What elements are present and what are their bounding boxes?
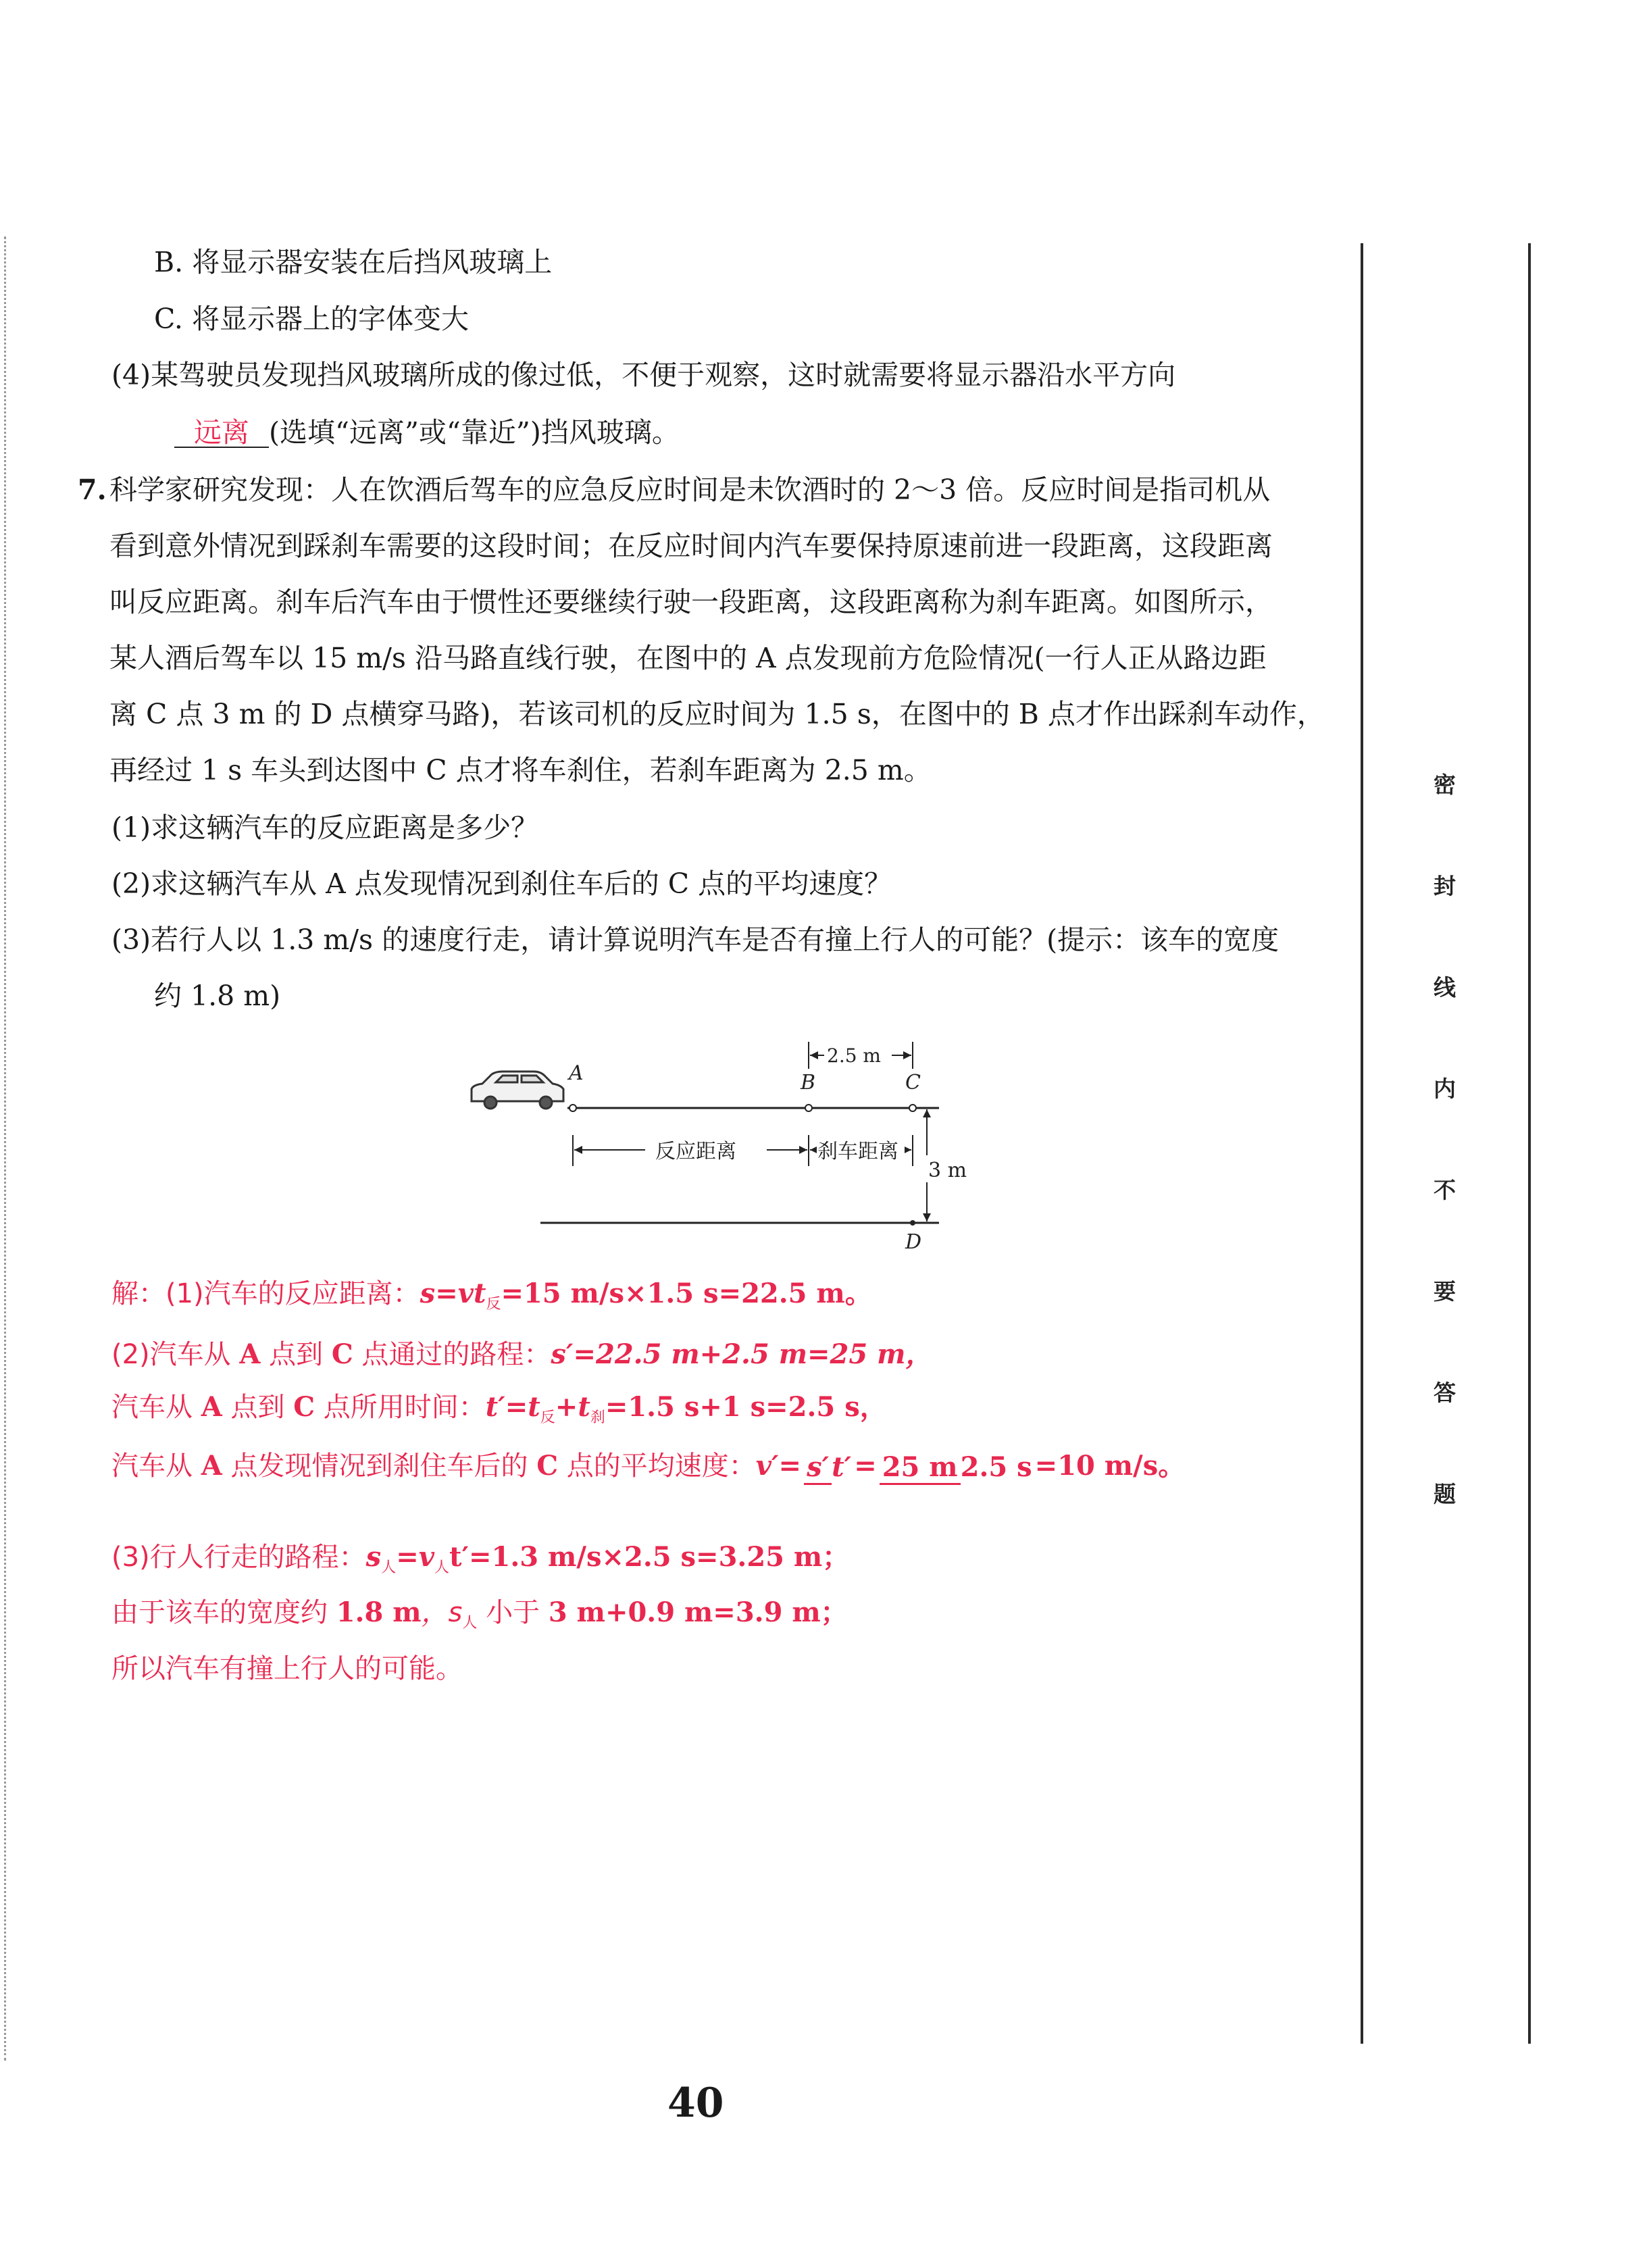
point-a (569, 1105, 576, 1111)
point-c (909, 1105, 916, 1111)
solution-5-prefix: (3)行人行走的路程： (111, 1542, 366, 1573)
solution-5-s: s (365, 1541, 382, 1573)
solution-line-1 (111, 1280, 872, 1318)
fraction-1-numerator: s′ (804, 1451, 832, 1485)
solution-line-6 (111, 1596, 848, 1637)
solution-3-c: C (293, 1391, 315, 1423)
solution-1-sub: 反 (486, 1296, 501, 1313)
question-7-line-5: 离 C 点 3 m 的 D 点横穿马路)，若该司机的反应时间为 1.5 s，在图中的 B 点才作出踩刹车动作， (109, 698, 1325, 730)
solution-3-sub1: 反 (540, 1409, 555, 1426)
fraction-2-numerator: 25 m (880, 1451, 961, 1485)
solution-1-result: =15 m/s×1.5 s=22.5 m。 (501, 1278, 872, 1309)
question-7-line-1: 科学家研究发现：人在饮酒后驾车的应急反应时间是未饮酒时的 2～3 倍。反应时间是指司机从 (109, 474, 1271, 506)
solution-3-prefix: 汽车从 (111, 1392, 201, 1423)
label-a: A (569, 1061, 584, 1085)
solution-4-mid: 点发现情况到刹住车后的 (222, 1451, 537, 1482)
solution-2-prefix: (2)汽车从 (111, 1339, 240, 1370)
point-b (805, 1105, 812, 1111)
solution-4-v: v′= (755, 1450, 802, 1482)
fraction-s-over-t (804, 1453, 851, 1482)
option-b: B. 将显示器安装在后挡风玻璃上 (154, 246, 553, 278)
solution-1-prefix: 解：(1)汽车的反应距离： (111, 1278, 420, 1309)
label-c: C (905, 1071, 921, 1094)
solution-4-a: A (201, 1450, 222, 1482)
solution-line-7: 所以汽车有撞上行人的可能。 (111, 1653, 463, 1684)
question-4-tail: (选填“远离”或“靠近”)挡风玻璃。 (269, 416, 680, 449)
question-7-number: 7. (78, 474, 107, 506)
margin-rule-right (1528, 243, 1531, 2044)
brake-distance-label: 刹车距离 (817, 1140, 898, 1163)
question-7-sub-3-line-1: (3)若行人以 1.3 m/s 的速度行走，请计算说明汽车是否有撞上行人的可能？(提示：该车的宽度 (111, 924, 1279, 956)
question-7-sub-2: (2)求这辆汽车从 A 点发现情况到刹住车后的 C 点的平均速度？ (111, 867, 892, 900)
question-4-answer: 远离 (174, 419, 269, 448)
seal-char-7: 答 (1434, 1380, 1456, 1406)
question-4-text: (4)某驾驶员发现挡风玻璃所成的像过低，不便于观察，这时就需要将显示器沿水平方向 (111, 359, 1176, 391)
brake-length-label: 2.5 m (827, 1044, 881, 1067)
question-7-sub-3-line-2: 约 1.8 m) (154, 980, 281, 1012)
seal-char-1: 密 (1434, 772, 1456, 798)
solution-6-result: 3 m+0.9 m=3.9 m； (548, 1596, 848, 1628)
solution-4-tail: 点的平均速度： (558, 1451, 756, 1482)
solution-3-result: =1.5 s+1 s=2.5 s， (605, 1391, 887, 1423)
fraction-values (880, 1453, 1032, 1482)
solution-5-result: t′=1.3 m/s×2.5 s=3.25 m； (449, 1541, 850, 1573)
seal-char-3: 线 (1434, 974, 1456, 1001)
solution-5-sub2: 人 (434, 1559, 449, 1576)
solution-4-result: =10 m/s。 (1034, 1450, 1186, 1482)
solution-3-t1: t′=t (485, 1391, 540, 1423)
solution-2-result: s′=22.5 m+2.5 m=25 m， (551, 1338, 933, 1370)
question-7-line-2: 看到意外情况到踩刹车需要的这段时间；在反应时间内汽车要保持原速前进一段距离，这段距离 (109, 530, 1273, 562)
car-icon (472, 1072, 563, 1109)
point-d (910, 1220, 915, 1226)
solution-1-formula: s=vt (420, 1278, 486, 1309)
solution-6-sub: 人 (462, 1615, 478, 1632)
question-7-line-3: 叫反应距离。刹车后汽车由于惯性还要继续行驶一段距离，这段距离称为刹车距离。如图所示， (109, 586, 1273, 618)
solution-6-val: 1.8 m (336, 1596, 422, 1628)
question-7-line-6: 再经过 1 s 车头到达图中 C 点才将车刹住，若刹车距离为 2.5 m。 (109, 754, 932, 786)
question-7-sub-1: (1)求这辆汽车的反应距离是多少？ (111, 811, 539, 844)
solution-3-a: A (201, 1391, 222, 1423)
solution-6-tail: 小于 (477, 1597, 549, 1628)
margin-rule-left (1361, 243, 1363, 2044)
question-7-line-4: 某人酒后驾车以 15 m/s 沿马路直线行驶，在图中的 A 点发现前方危险情况(一行人正从路边距 (109, 642, 1267, 674)
road-diagram (459, 1034, 1000, 1257)
solution-2-a: A (239, 1338, 261, 1370)
solution-4-c: C (536, 1450, 559, 1482)
label-d: D (905, 1230, 922, 1254)
solution-line-2 (111, 1338, 933, 1370)
solution-5-eq: =v (396, 1541, 434, 1573)
seal-char-2: 封 (1434, 873, 1456, 899)
solution-3-t2: +t (555, 1391, 590, 1423)
binding-dotted-line (4, 236, 6, 2061)
solution-3-tail: 点所用时间： (315, 1392, 486, 1423)
seal-char-4: 内 (1434, 1076, 1456, 1102)
solution-2-mid: 点到 (260, 1339, 332, 1370)
solution-line-4: 汽车从 A 点发现情况到刹住车后的 C 点的平均速度：v′= s′ t′ = 25 m 2.5 s =10 m/s。 (111, 1453, 1185, 1482)
side-length-label: 3 m (928, 1159, 967, 1182)
seal-char-6: 要 (1434, 1278, 1456, 1305)
page-number: 40 (667, 2080, 724, 2127)
reaction-distance-label: 反应距离 (655, 1140, 736, 1163)
fraction-1-denominator: t′ (832, 1451, 852, 1483)
seal-char-5: 不 (1434, 1177, 1456, 1203)
solution-5-sub: 人 (381, 1559, 397, 1576)
solution-3-mid: 点到 (222, 1392, 294, 1423)
solution-line-3 (111, 1391, 887, 1432)
label-b: B (801, 1071, 816, 1094)
fraction-2-denominator: 2.5 s (960, 1451, 1032, 1483)
solution-3-sub2: 刹 (590, 1409, 605, 1426)
question-4-answer-line (154, 416, 680, 449)
solution-6-prefix: 由于该车的宽度约 (111, 1597, 336, 1628)
solution-6-mid: ，s (421, 1597, 463, 1628)
option-c: C. 将显示器上的字体变大 (154, 303, 469, 335)
seal-char-8: 题 (1434, 1481, 1456, 1507)
solution-line-5 (111, 1541, 850, 1582)
solution-2-c: C (331, 1338, 353, 1370)
solution-2-tail: 点通过的路程： (353, 1339, 551, 1370)
solution-4-prefix: 汽车从 (111, 1451, 201, 1482)
